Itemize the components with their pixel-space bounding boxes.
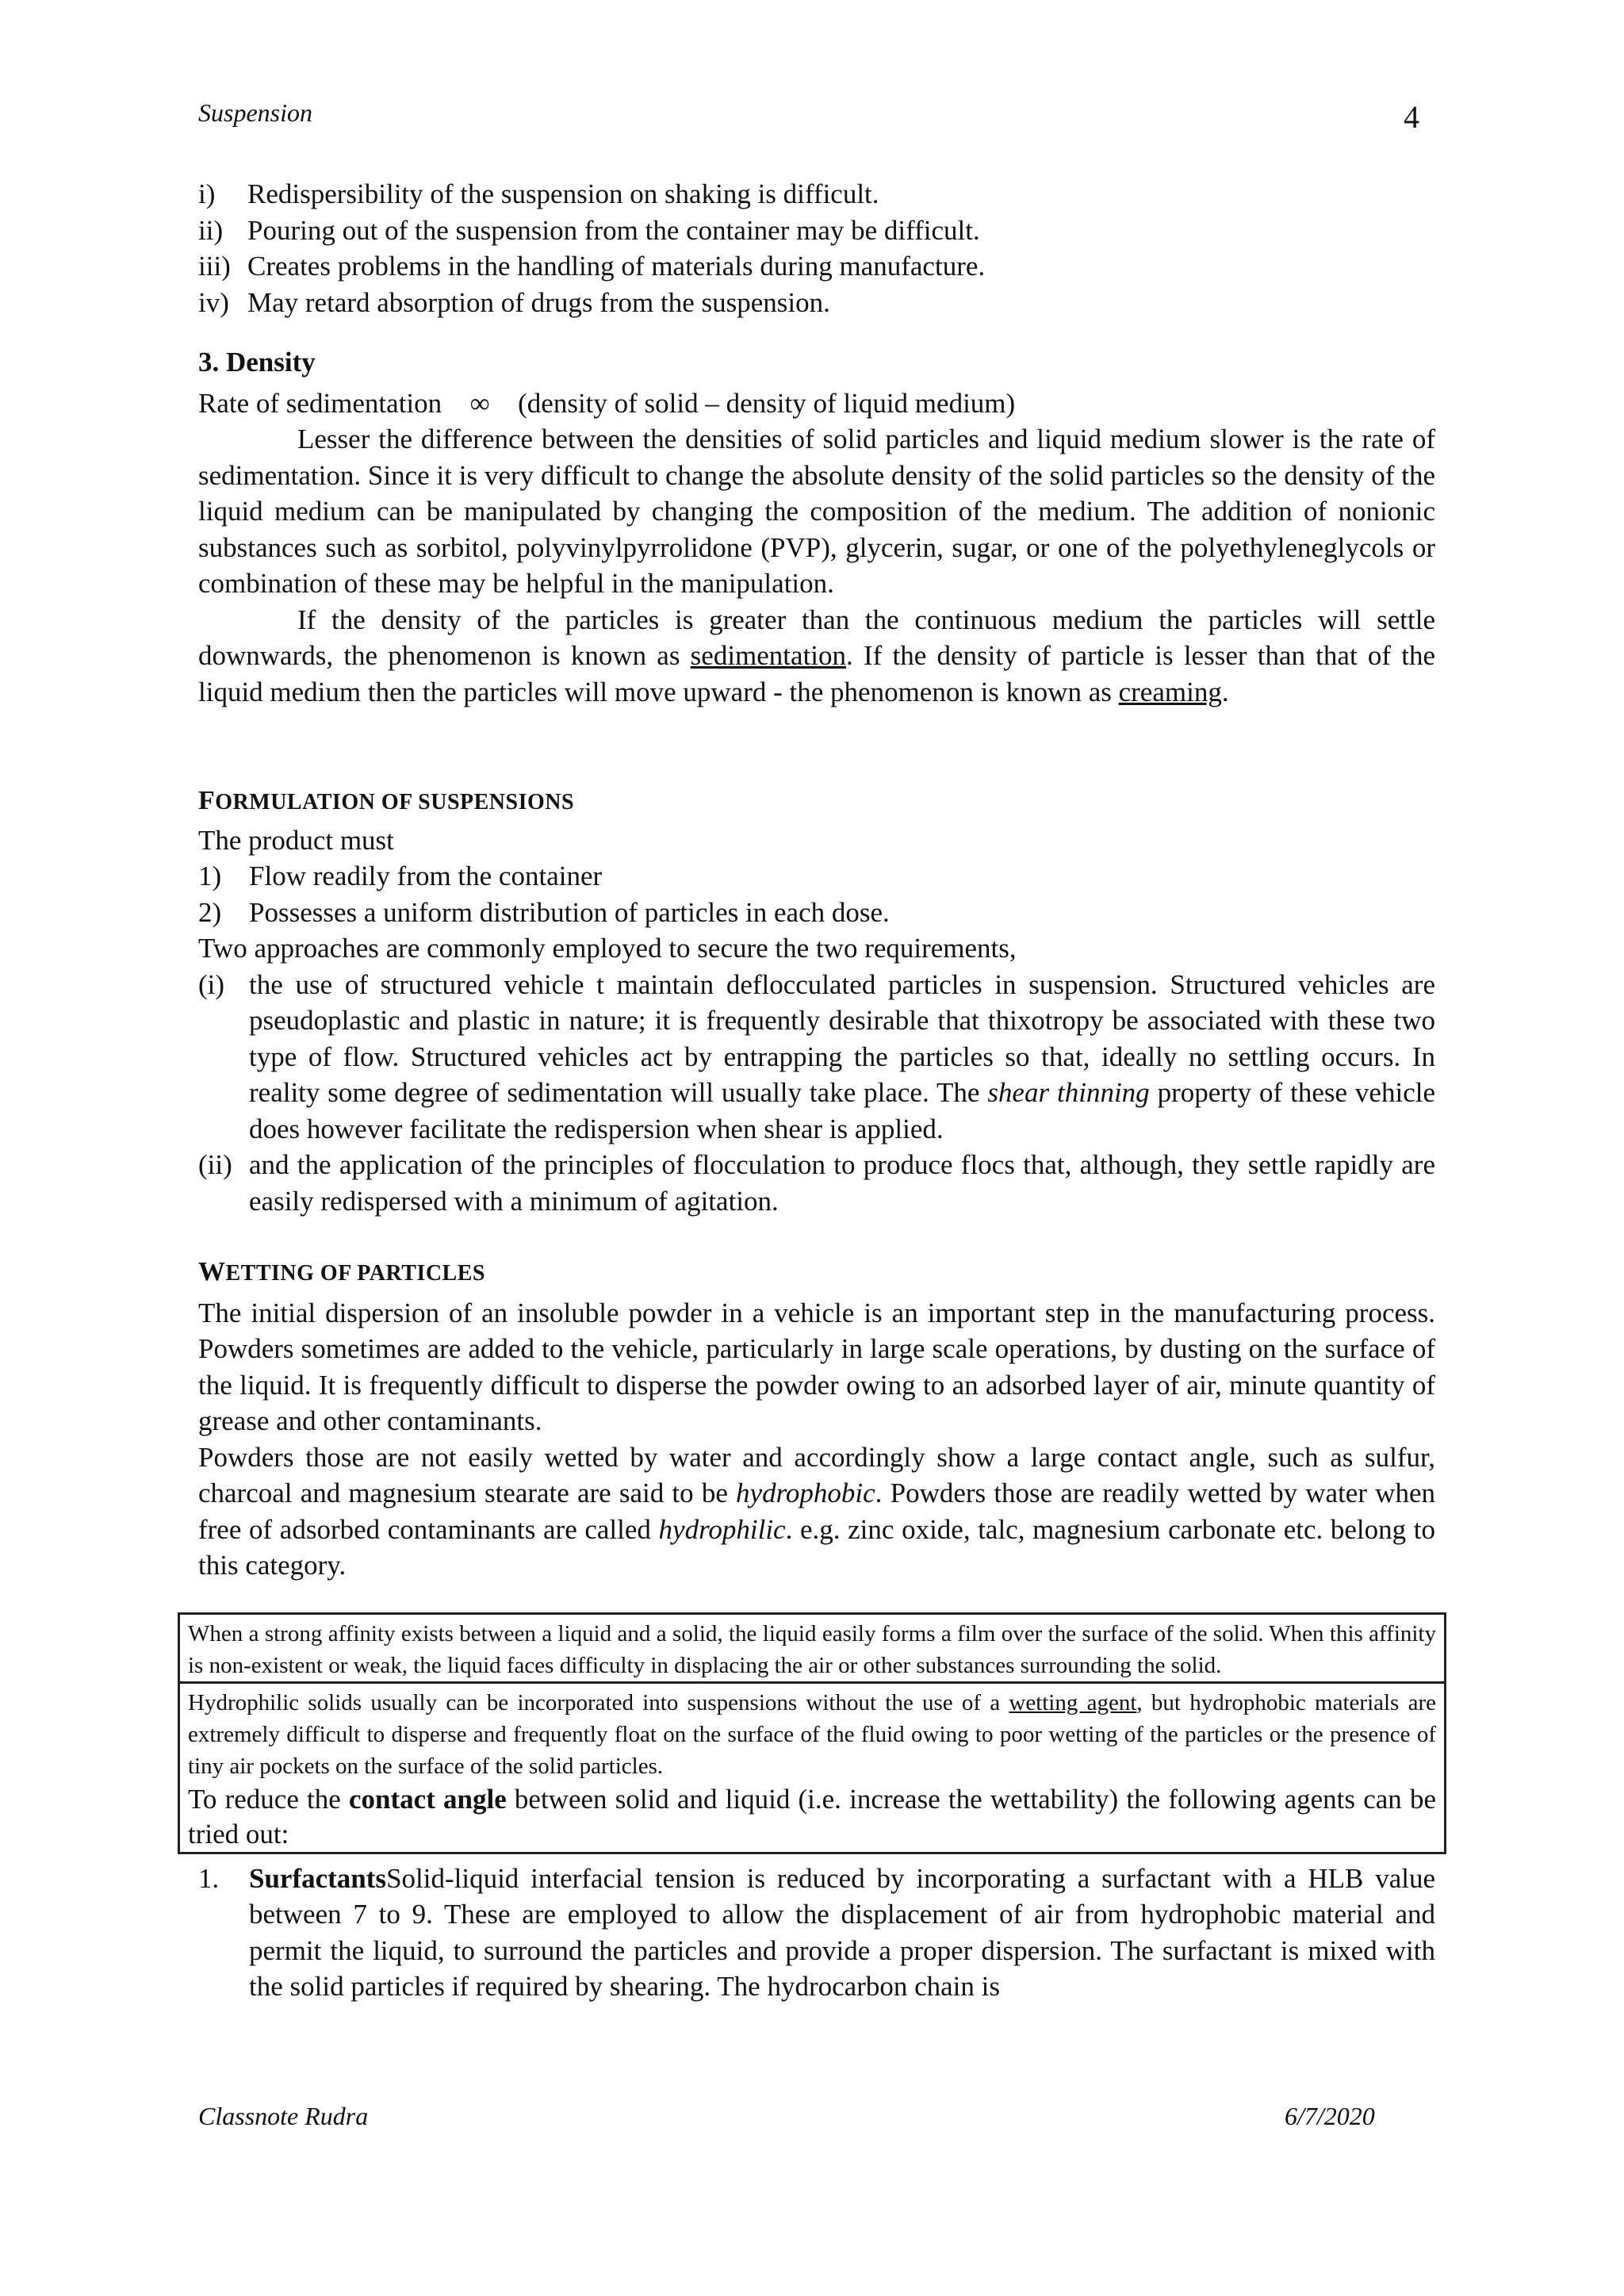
heading-initial: F — [198, 786, 216, 815]
density-paragraph-2 — [198, 602, 1435, 711]
footer-date: 6/7/2020 — [1285, 2102, 1375, 2130]
term-wetting-agent: wetting agent — [1009, 1689, 1137, 1715]
text-run: between solid and liquid (i.e. increase the wettability) the following agents can be tried out: — [188, 1783, 1436, 1849]
list-item-text: Pouring out of the suspension from the container may be difficult. — [247, 214, 980, 246]
list-item — [198, 895, 1435, 931]
text-run: , but hydrophobic materials are extremely difficult to disperse and frequently float on the surface of the fluid owing to poor wetting of the particles or the presence of tiny air pockets on the surface of the solid particles. — [188, 1689, 1436, 1779]
page-body — [188, 176, 1436, 2005]
intro-list — [198, 176, 1435, 320]
reduce-contact-angle — [180, 1782, 1444, 1852]
term-surfactants: Surfactants — [249, 1862, 387, 1894]
list-item-text: Possesses a uniform distribution of particles in each dose. — [249, 896, 890, 928]
text-run: To reduce the — [188, 1783, 349, 1815]
wetting-paragraph-1: The initial dispersion of an insoluble powder in a vehicle is an important step in the manufacturing process. Powders sometimes are added to the vehicle, particularly in large scale operations, by dusting on the surface of the liquid. It is frequently difficult to disperse the powder owing to an adsorbed layer of air, minute quantity of grease and other contaminants. — [198, 1297, 1435, 1436]
formulation-lead: The product must — [198, 824, 394, 856]
term-shear-thinning: shear thinning — [987, 1077, 1150, 1108]
text-run: Hydrophilic solids usually can be incorporated into suspensions without the use of a — [188, 1689, 1009, 1715]
list-marker: ii) — [198, 214, 224, 246]
term-hydrophilic: hydrophilic — [658, 1513, 786, 1545]
text-run: . Powders those are readily wetted by water when free of adsorbed contaminants are called — [198, 1478, 1435, 1545]
affinity-note-box: When a strong affinity exists between a liquid and a solid, the liquid easily forms a film over the surface of the solid. When this affinity is non-existent or weak, the liquid faces difficulty in displacing the air or other substances surrounding the solid. — [178, 1612, 1446, 1684]
heading-rest: ETTING OF PARTICLES — [225, 1261, 485, 1286]
list-marker: 1. — [198, 1862, 220, 1894]
list-item — [198, 967, 1435, 1148]
heading-initial: W — [198, 1257, 226, 1286]
list-marker: i) — [198, 178, 216, 209]
text-run: the use of structured vehicle t maintain deflocculated particles in suspension. Structured vehicles are pseudoplastic and plastic in nature; it is frequently desirable that thixotropy be associated with these two type of flow. Structured vehicles act by entrapping the particles so that, ideally no settling occurs. In reality some degree of sedimentation will usually take place. The — [249, 968, 1435, 1108]
formulation-heading — [198, 783, 1435, 821]
list-item — [198, 213, 1435, 249]
list-item-text: and the application of the principles of flocculation to produce flocs that, although, they settle rapidly are easily redispersed with a minimum of agitation. — [249, 1149, 1435, 1217]
list-marker: iii) — [198, 251, 231, 282]
hydrophilic-note-box — [178, 1684, 1446, 1854]
running-title: Suspension — [198, 98, 312, 127]
formula-left: Rate of sedimentation — [198, 387, 442, 419]
list-marker: (i) — [198, 968, 225, 1000]
list-marker: iv) — [198, 286, 229, 318]
approaches-lead: Two approaches are commonly employed to secure the two requirements, — [198, 933, 1017, 964]
heading-rest: ORMULATION OF SUSPENSIONS — [215, 790, 575, 815]
list-marker: (ii) — [198, 1149, 232, 1180]
density-heading: 3. Density — [198, 347, 316, 378]
term-sedimentation: sedimentation — [690, 640, 847, 671]
list-item — [198, 176, 1435, 213]
list-item-text: Redispersibility of the suspension on shaking is difficult. — [247, 178, 879, 209]
density-formula — [198, 385, 1435, 422]
list-item-text: May retard absorption of drugs from the suspension. — [247, 286, 830, 318]
wetting-heading — [198, 1254, 1435, 1292]
term-hydrophobic: hydrophobic — [736, 1478, 875, 1508]
page-number: 4 — [1404, 99, 1419, 135]
footer-author: Classnote Rudra — [198, 2102, 369, 2130]
proportional-symbol: ∞ — [469, 387, 490, 419]
term-creaming: creaming — [1118, 676, 1222, 707]
list-item-text: Creates problems in the handling of materials during manufacture. — [247, 251, 986, 282]
text-run: . e.g. zinc oxide, talc, magnesium carbonate etc. belong to this category. — [198, 1513, 1435, 1581]
list-item — [198, 1147, 1435, 1219]
list-marker: 2) — [198, 896, 222, 928]
list-item — [198, 1861, 1435, 2005]
list-item — [198, 858, 1435, 895]
text-run: If the density of the particles is greater than the continuous medium the particles will settle downwards, the phenomenon is known as — [198, 604, 1435, 671]
wetting-paragraph-2 — [198, 1439, 1435, 1584]
text-run: . If the density of particle is lesser than that of the liquid medium then the particles will move upward - the phenomenon is known as — [198, 640, 1435, 707]
term-contact-angle: contact angle — [349, 1783, 507, 1815]
text-run: . — [1221, 676, 1229, 707]
list-marker: 1) — [198, 861, 222, 891]
formula-right: (density of solid – density of liquid medium) — [518, 387, 1016, 419]
text-run: property of these vehicle does however facilitate the redispersion when shear is applied. — [249, 1077, 1435, 1144]
list-item — [198, 285, 1435, 321]
density-paragraph-1: Lesser the difference between the densities of solid particles and liquid medium slower is the rate of sedimentation. Since it is very difficult to change the absolute density of the solid particles so the density of the liquid medium can be manipulated by changing the composition of the medium. The addition of nonionic substances such as sorbitol, polyvinylpyrrolidone (PVP), glycerin, sugar, or one of the polyethyleneglycols or combination of these may be helpful in the manipulation. — [198, 424, 1435, 599]
list-item-text: Flow readily from the container — [249, 861, 603, 891]
text-run: Powders those are not easily wetted by water and accordingly show a large contact angle, such as sulfur, charcoal and magnesium stearate are said to be — [198, 1441, 1435, 1508]
list-item — [198, 248, 1435, 285]
text-run: Solid-liquid interfacial tension is reduced by incorporating a surfactant with a HLB value between 7 to 9. These are employed to allow the displacement of air from hydrophobic material and permit the liquid, to surround the particles and provide a proper dispersion. The surfactant is mixed with the solid particles if required by shearing. The hydrocarbon chain is — [249, 1862, 1435, 2002]
